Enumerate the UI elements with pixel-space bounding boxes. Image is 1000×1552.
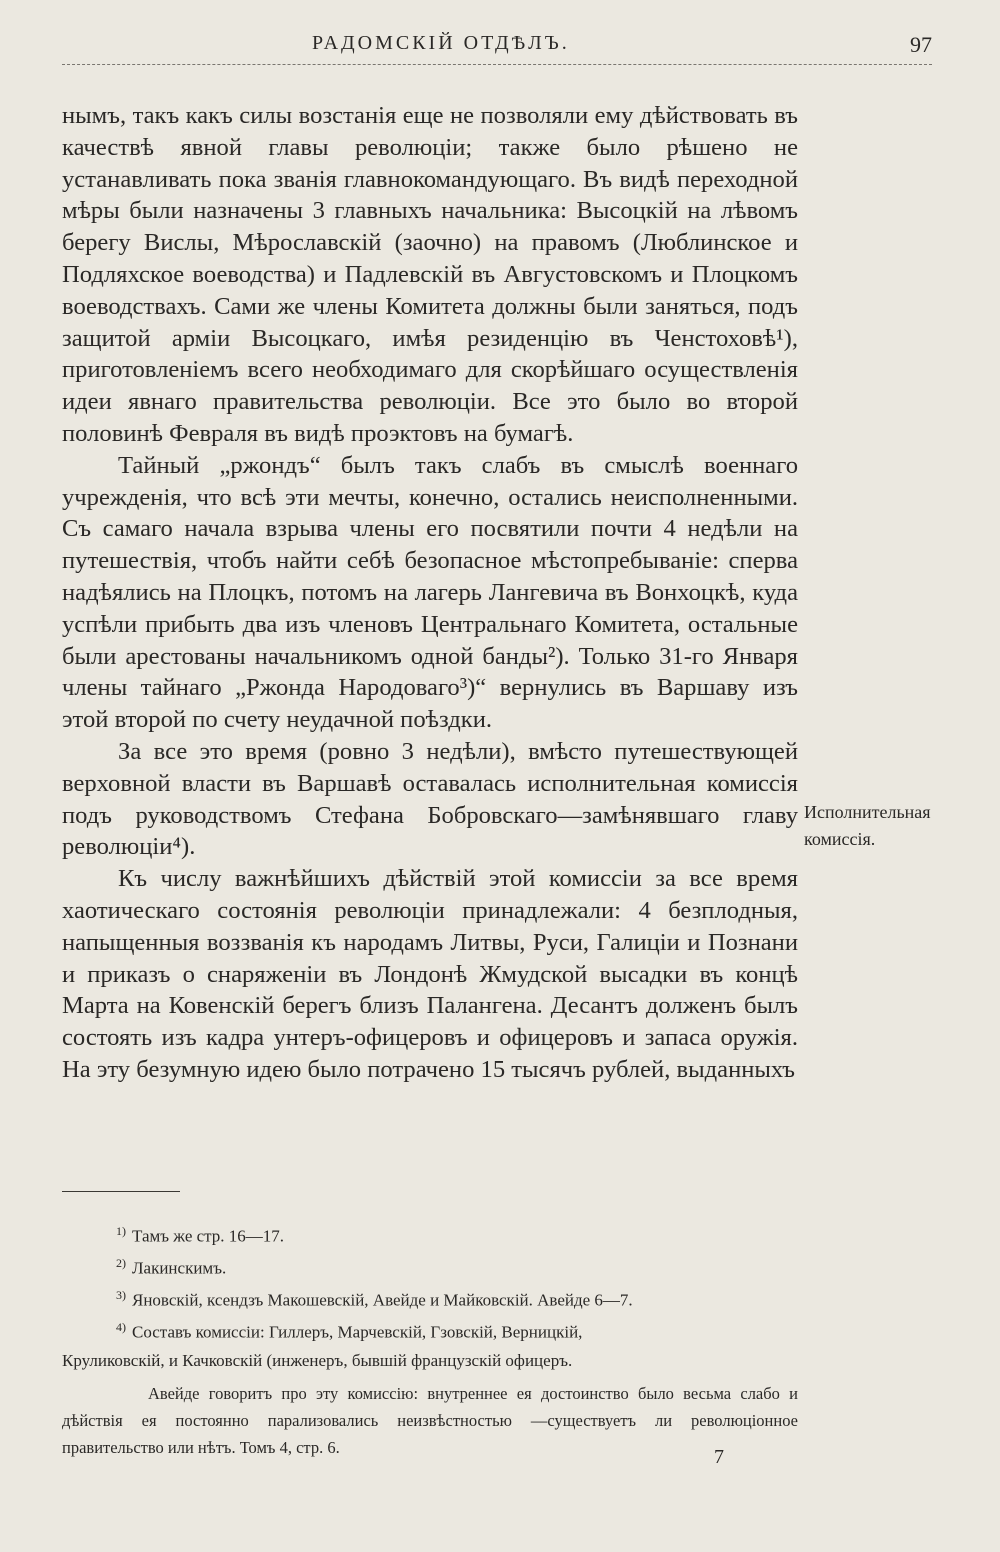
paragraph: За все это время (ровно 3 недѣли), вмѣсто путешествующей верховной власти въ Варшавѣ оставалась исполнительная комиссія подъ руководствомъ Стефана Бобровскаго—замѣнявшаго главу революціи⁴). — [62, 737, 798, 861]
footnote-continuation: Круликовскій, и Качковскій (инженеръ, бывшій французскій офицеръ. — [62, 1350, 573, 1370]
main-text — [62, 100, 798, 1086]
margin-note: Исполнительная комиссія. — [804, 802, 931, 849]
header-rule — [62, 64, 932, 71]
signature-mark: 7 — [714, 1446, 724, 1468]
footnotes — [62, 1218, 798, 1461]
footnote-mark: 3) — [116, 1288, 126, 1303]
footnote — [62, 1282, 798, 1314]
footnote-mark: 4) — [116, 1320, 126, 1335]
footnote — [62, 1250, 798, 1282]
footnote-text: Тамъ же стр. 16—17. — [132, 1226, 285, 1246]
footnote-text: Составъ комиссіи: Гиллеръ, Марчевскій, Гзовскій, Верницкій, — [132, 1323, 583, 1343]
running-title: РАДОМСКІЙ ОТДѢЛЪ. — [312, 32, 570, 54]
paragraph: нымъ, такъ какъ силы возстанія еще не позволяли ему дѣйствовать въ качествѣ явной главы революціи; также было рѣшено не устанавливать пока званія главнокомандующаго. Въ видѣ переходной мѣры были назначены 3 главныхъ начальника: Высоцкій на лѣвомъ берегу Вислы, Мѣрославскій (заочно) на правомъ (Люблинское и Подляхское воеводства) и Падлевскій въ Августовскомъ и Плоцкомъ воеводствахъ. Сами же члены Комитета должны были заняться, подъ защитой арміи Высоцкаго, имѣя резиденцію въ Ченстоховѣ¹), приготовленіемъ всего необходимаго для скорѣйшаго осуществленія идеи явнаго правительства революціи. Все это было во второй половинѣ Февраля въ видѣ проэктовъ на бумагѣ. — [62, 102, 798, 447]
footnote-mark: 1) — [116, 1224, 126, 1238]
footnote-rule — [62, 1191, 180, 1192]
footnote-mark: 2) — [116, 1256, 126, 1271]
page-number: 97 — [910, 32, 932, 57]
paragraph: Къ числу важнѣйшихъ дѣйствій этой комиссіи за все время хаотическаго состоянія революціи принадлежали: 4 безплодныя, напыщенныя воззванія къ народамъ Литвы, Руси, Галиціи и Познани и приказъ о снаряженіи въ Лондонѣ Жмудской высадки въ концѣ Марта на Ковенскій берегъ близъ Палангена. Десантъ долженъ былъ состоять изъ кадра унтеръ-офицеровъ и офицеровъ и запаса оружія. На эту безумную идею было потрачено 15 тысячъ рублей, выданныхъ — [62, 865, 798, 1083]
running-header — [62, 32, 932, 72]
footnote-text: Лакинскимъ. — [132, 1258, 227, 1278]
paragraph: Тайный „ржондъ“ былъ такъ слабъ въ смыслѣ военнаго учрежденія, что всѣ эти мечты, конечно, остались неисполненными. Съ самаго начала взрыва члены его посвятили почти 4 недѣли на путешествія, чтобъ найти себѣ безопасное мѣстопребываніе: сперва надѣялись на Плоцкъ, потомъ на лагерь Лангевича въ Вонхоцкѣ, куда успѣли прибыть два изъ членовъ Центральнаго Комитета, остальные были арестованы начальникомъ одной банды²). Только 31-го Января члены тайнаго „Ржонда Народоваго³)“ вернулись въ Варшаву изъ этой второй по счету неудачной поѣздки. — [62, 451, 798, 734]
footnote-text: Яновскій, ксендзъ Макошевскій, Авейде и Майковскій. Авейде 6—7. — [132, 1290, 633, 1310]
footnote — [62, 1314, 798, 1346]
footnote — [62, 1218, 798, 1250]
footnote-paragraph: Авейде говоритъ про эту комиссію: внутреннее ея достоинство было весьма слабо и дѣйствія ея постоянно парализовались неизвѣстностью —существуетъ ли революціонное правительство или нѣтъ. Томъ 4, стр. 6. — [62, 1384, 798, 1458]
